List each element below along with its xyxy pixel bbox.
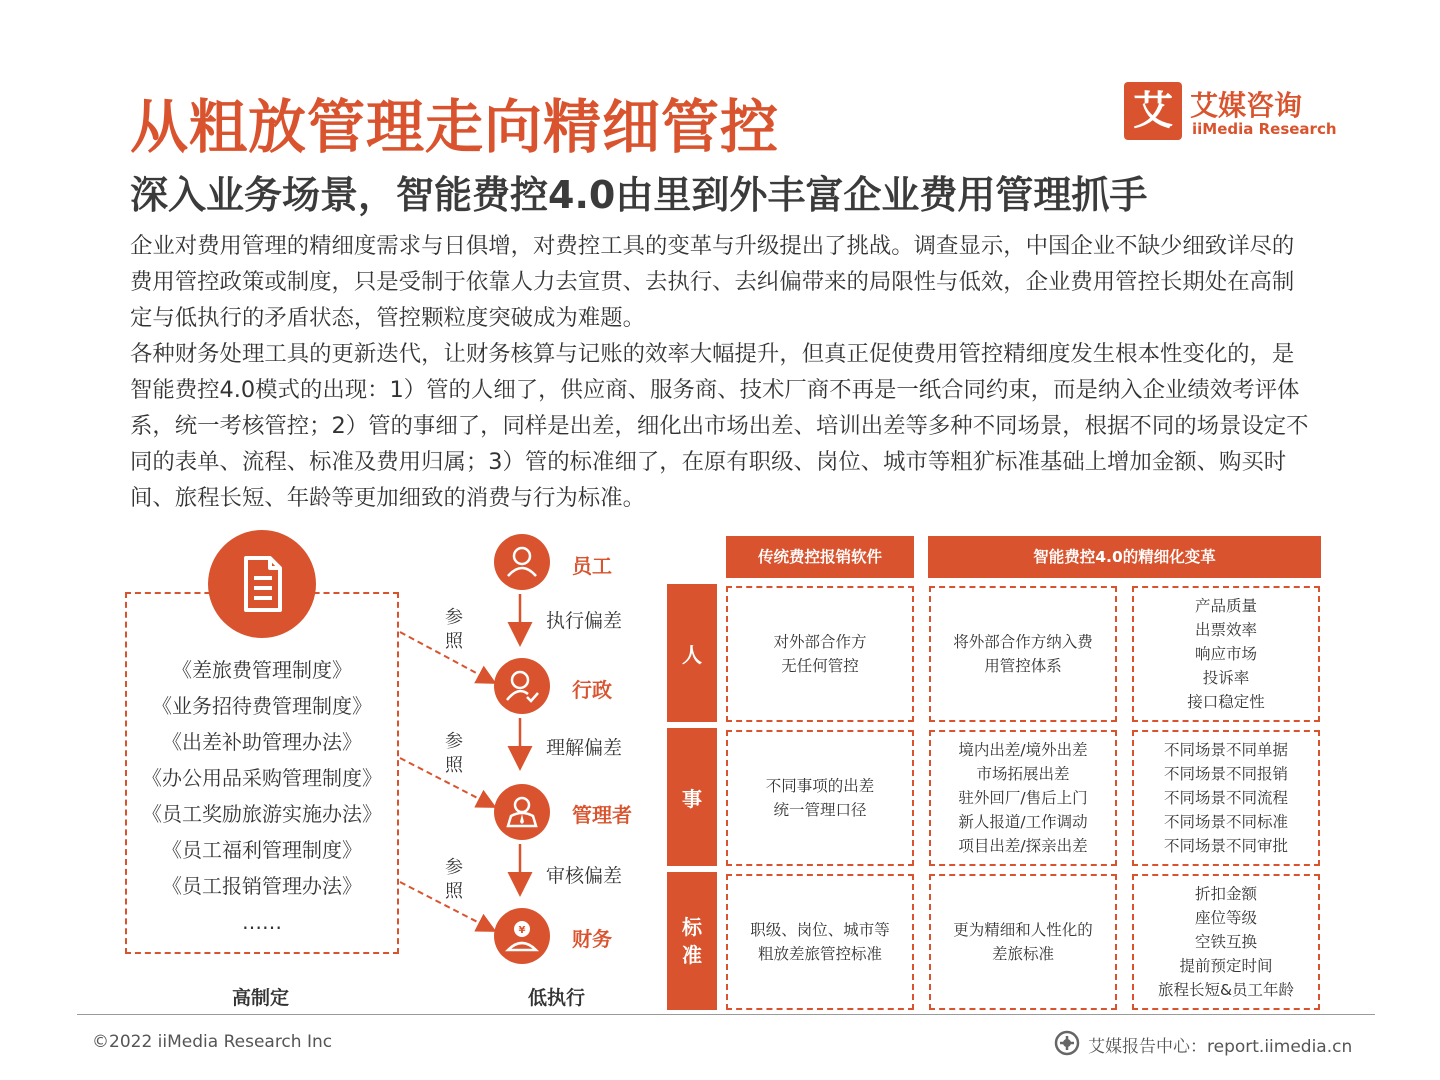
row-head-standards: 标 准 <box>667 872 717 1010</box>
high-formulation-label: 高制定 <box>232 987 290 1009</box>
role-finance: 财务 <box>572 927 612 951</box>
admin-icon <box>494 658 550 714</box>
cell-standards-detail: 折扣金额 座位等级 空铁互换 提前预定时间 旅程长短&员工年龄 <box>1132 874 1320 1010</box>
footer-copyright: ©2022 iiMedia Research Inc <box>92 1032 333 1052</box>
deviation-review: 审核偏差 <box>546 865 623 887</box>
footer-source[interactable]: 艾媒报告中心：report.iimedia.cn <box>1088 1037 1353 1057</box>
cell-matters-smart: 境内出差/境外出差 市场拓展出差 驻外回厂/售后上门 新人报道/工作调动 项目出差/探亲出差 <box>929 730 1117 866</box>
cell-matters-traditional: 不同事项的出差 统一管理口径 <box>726 730 914 866</box>
regulation-item: 《差旅费管理制度》 <box>172 658 352 682</box>
reference-label: 参 照 <box>445 731 463 776</box>
regulation-item: 《员工奖励旅游实施办法》 <box>142 802 382 826</box>
regulation-item: 《办公用品采购管理制度》 <box>142 766 382 790</box>
row-head-people: 人 <box>667 584 717 722</box>
page-title: 从粗放管理走向精细管控 <box>130 93 780 161</box>
svg-text:¥: ¥ <box>518 925 526 936</box>
role-manager: 管理者 <box>572 803 632 827</box>
cell-people-smart: 将外部合作方纳入费 用管控体系 <box>929 586 1117 722</box>
regulation-item: 《员工报销管理办法》 <box>162 874 362 898</box>
role-employee: 员工 <box>572 554 612 578</box>
logo-en-name: iiMedia Research <box>1192 120 1337 138</box>
report-center-icon <box>1054 1030 1080 1056</box>
page-subtitle: 深入业务场景，智能费控4.0由里到外丰富企业费用管理抓手 <box>130 173 1148 217</box>
regulation-item: …… <box>242 910 282 934</box>
cell-people-detail: 产品质量 出票效率 响应市场 投诉率 接口稳定性 <box>1132 586 1320 722</box>
cell-standards-smart: 更为精细和人性化的 差旅标准 <box>929 874 1117 1010</box>
footer-divider <box>77 1014 1375 1015</box>
row-head-matters: 事 <box>667 728 717 866</box>
reference-label: 参 照 <box>445 607 463 652</box>
logo-cn-name: 艾媒咨询 <box>1190 89 1303 122</box>
regulation-item: 《员工福利管理制度》 <box>162 838 362 862</box>
finance-icon <box>494 908 550 964</box>
deviation-understanding: 理解偏差 <box>546 737 623 759</box>
logo-mark: 艾 <box>1124 82 1182 140</box>
cell-people-traditional: 对外部合作方 无任何管控 <box>726 586 914 722</box>
regulation-item: 《业务招待费管理制度》 <box>152 694 372 718</box>
cell-standards-traditional: 职级、岗位、城市等 粗放差旅管控标准 <box>726 874 914 1010</box>
header-traditional: 传统费控报销软件 <box>726 536 914 578</box>
low-execution-label: 低执行 <box>528 987 586 1009</box>
paragraph-1: 企业对费用管理的精细度需求与日俱增，对费控工具的变革与升级提出了挑战。调查显示，中国企业不缺少细致详尽的费用管控政策或制度，只是受制于依靠人力去宣贯、去执行、去纠偏带来的局限性与低效，企业费用管控长期处在高制定与低执行的矛盾状态，管控颗粒度突破成为难题。 <box>130 233 1295 331</box>
reference-label: 参 照 <box>445 857 463 902</box>
manager-icon <box>494 784 550 840</box>
role-admin: 行政 <box>572 678 612 702</box>
header-smart: 智能费控4.0的精细化变革 <box>928 536 1321 578</box>
regulation-item: 《出差补助管理办法》 <box>162 730 362 754</box>
paragraph-2: 各种财务处理工具的更新迭代，让财务核算与记账的效率大幅提升，但真正促使费用管控精细度发生根本性变化的，是智能费控4.0模式的出现：1）管的人细了，供应商、服务商、技术厂商不再是一纸合同约束，而是纳入企业绩效考评体系，统一考核管控；2）管的事细了，同样是出差，细化出市场出差、培训出差等多种不同场景，根据不同的场景设定不同的表单、流程、标准及费用归属；3）管的标准细了，在原有职级、岗位、城市等粗犷标准基础上增加金额、购买时间、旅程长短、年龄等更加细致的消费与行为标准。 <box>130 341 1309 511</box>
cell-matters-detail: 不同场景不同单据 不同场景不同报销 不同场景不同流程 不同场景不同标准 不同场景不同审批 <box>1132 730 1320 866</box>
deviation-execution: 执行偏差 <box>546 610 623 632</box>
employee-icon <box>494 534 550 590</box>
